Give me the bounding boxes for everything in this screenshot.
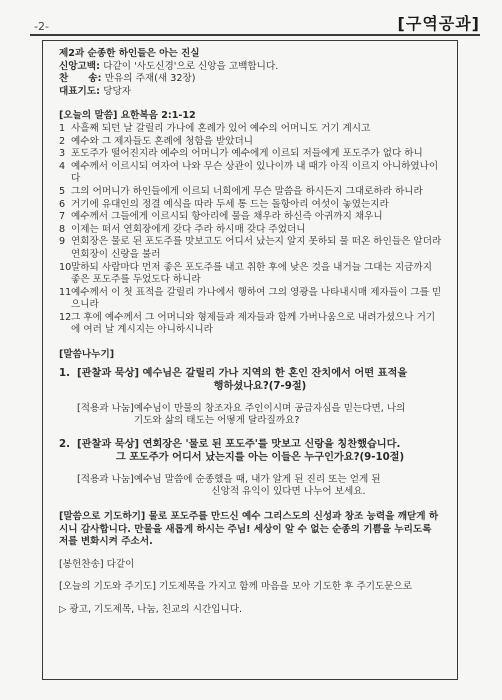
question-2 [59, 438, 443, 465]
verse-number: 3 [59, 148, 66, 160]
scripture-heading: [오늘의 말씀] 요한복음 2:1-12 [59, 110, 196, 122]
verse-number: 5 [59, 185, 66, 197]
verse-text: 그의 어머니가 하인들에게 이르되 너희에게 무슨 말씀을 하시든지 그대로하라 하니라 [71, 185, 423, 197]
verse-11 [59, 287, 443, 312]
verse-3 [59, 148, 443, 161]
verse-text: 말하되 사람마다 먼저 좋은 포도주를 내고 취한 후에 낮은 것을 내거늘 그대는 지금까지 좋은 포도주를 두었도다 하니라 [71, 261, 432, 286]
verse-10 [59, 262, 443, 287]
verse-text: 예수와 그 제자들도 혼례에 청함을 받았더니 [71, 135, 254, 147]
verse-text: 포도주가 떨어진지라 예수의 어머니가 예수에게 이르되 저들에게 포도주가 없다 하니 [71, 148, 423, 160]
leader-label: 대표기도: [59, 85, 104, 97]
question-line: [관찰과 묵상] 연회장은 '물로 된 포도주'를 맛보고 신랑을 칭찬했습니다. [77, 438, 401, 450]
notice-line: ▷ 광고, 기도제목, 나눔, 친교의 시간입니다. [59, 604, 243, 615]
verse-12 [59, 312, 443, 337]
verse-5 [59, 186, 443, 199]
verse-number: 8 [59, 223, 66, 235]
verse-6 [59, 199, 443, 212]
creed-text: 다같이 '사도신경'으로 신앙을 고백합니다. [103, 60, 279, 72]
verse-text: 거기에 유대인의 정결 예식을 따라 두세 통 드는 돌항아리 여섯이 놓였는지라 [71, 198, 389, 210]
verse-8 [59, 224, 443, 237]
header-rule [30, 34, 480, 36]
verse-9 [59, 236, 443, 261]
verse-number: 11 [59, 286, 72, 298]
question-number: 2. [59, 438, 70, 450]
verse-4 [59, 161, 443, 186]
verse-text: 예수께서 그들에게 이르시되 항아리에 물을 채우라 하신즉 아귀까지 채우니 [71, 211, 383, 223]
offering-line: [봉헌찬송] 다같이 [59, 558, 135, 570]
verse-text: 사흘째 되던 날 갈릴리 가나에 혼례가 있어 예수의 어머니도 거기 계시고 [71, 122, 371, 134]
prayer-paragraph: [말씀으로 기도하기] 물로 포도주를 만드신 예수 그리스도의 신성과 창조 능력을 깨닫게 하시니 감사합니다. 만물을 새롭게 하시는 주님! 세상이 알 수 없는 순종의 기쁨을 누리도록 저를 변화시켜 주소서. [59, 511, 439, 548]
hymn-label: 찬 송: [59, 73, 105, 85]
verse-number: 6 [59, 198, 66, 210]
question-line: 그 포도주가 어디서 났는지를 아는 이들은 누구인가요?(9-10절) [115, 452, 405, 464]
application-text [134, 403, 443, 428]
question-number: 1. [59, 367, 70, 379]
sharing-heading: [말씀나누기] [59, 349, 115, 361]
question-text [77, 367, 443, 394]
verse-number: 2 [59, 135, 66, 147]
question-line: [관찰과 묵상] 예수님은 갈릴리 가나 지역의 한 혼인 잔치에서 어떤 표적을 [77, 367, 408, 379]
question-line: 행하셨나요?(7-9절) [213, 381, 307, 393]
creed-row [59, 61, 443, 74]
verse-text: 그 후에 예수께서 그 어머니와 형제들과 제자들과 함께 가버나움으로 내려가셨으나 거기에 여러 날 계시지는 아니하시니라 [71, 311, 436, 336]
verse-text: 연회장은 물로 된 포도주를 맛보고도 어디서 났는지 알지 못하되 물 떠온 하인들은 알더라 연회장이 신랑을 불러 [71, 236, 442, 260]
leader-row [59, 86, 443, 99]
hymn-row [59, 73, 443, 86]
today-prayer-line: [오늘의 기도와 주기도] 기도제목을 가지고 함께 마음을 모아 기도한 후 주기도문으로 [59, 581, 413, 593]
application-1 [77, 403, 443, 428]
verse-number: 9 [59, 236, 66, 248]
brand-title: [구역공과] [397, 14, 480, 33]
lesson-frame [42, 40, 458, 680]
application-tag: [적용과 나눔] [77, 402, 134, 414]
application-line: 신앙적 유익이 있다면 나누어 보세요. [211, 486, 366, 498]
verse-2 [59, 136, 443, 149]
page-number: -2- [34, 20, 49, 33]
lesson-title: 제2과 순종한 하인들은 아는 진실 [59, 48, 200, 59]
question-1 [59, 367, 443, 394]
verse-1 [59, 123, 443, 136]
application-tag: [적용과 나눔] [77, 473, 134, 485]
verse-text: 예수께서 이르시되 여자여 나와 무슨 상관이 있나이까 내 때가 아직 이르지 아니하였나이다 [71, 160, 439, 185]
hymn-text: 만유의 주재(새 32장) [104, 73, 196, 85]
verse-number: 7 [59, 211, 66, 223]
scripture-verses [59, 123, 443, 337]
question-text [77, 438, 443, 465]
application-text [134, 474, 443, 499]
leader-text: 당당자 [103, 85, 132, 97]
verse-7 [59, 211, 443, 224]
creed-label: 신앙고백: [59, 60, 104, 72]
verse-number: 4 [59, 160, 66, 172]
application-line: 예수님 말씀에 순종했을 때, 내가 알게 된 진리 또는 얻게 된 [133, 473, 381, 485]
verse-number: 10 [59, 261, 72, 273]
application-2 [77, 474, 443, 499]
verse-number: 1 [59, 122, 66, 134]
application-line: 기도와 삶의 태도는 어떻게 달라질까요? [133, 415, 300, 427]
application-line: 예수님이 만물의 창조자요 주인이시며 공급자심을 믿는다면, 나의 [133, 402, 406, 414]
verse-text: 예수께서 이 첫 표적을 갈릴리 가나에서 행하여 그의 영광을 나타내시매 제자들이 그를 믿으니라 [71, 286, 442, 311]
verse-number: 12 [59, 311, 72, 323]
verse-text: 이제는 떠서 연회장에게 갖다 주라 하시매 갖다 주었더니 [71, 223, 306, 235]
